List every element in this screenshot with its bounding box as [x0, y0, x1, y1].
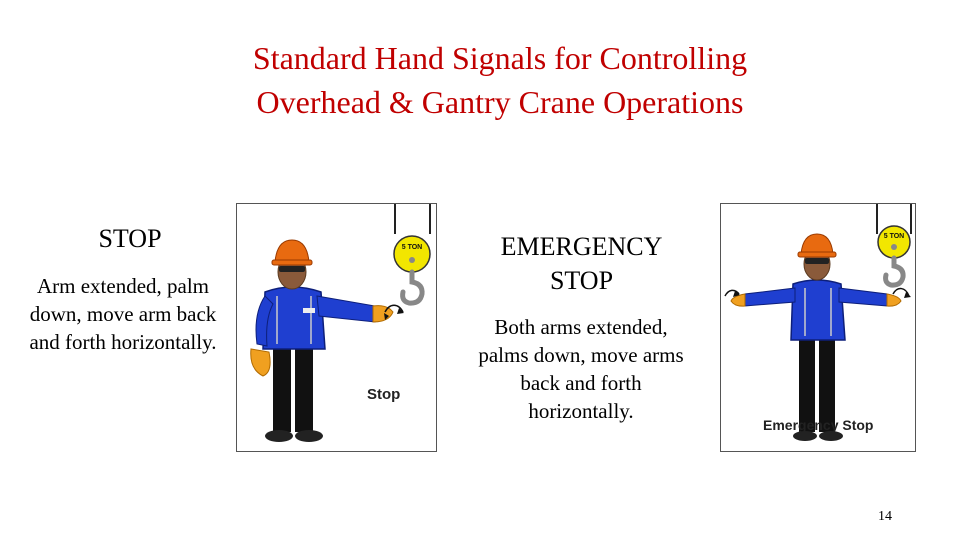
hardhat-icon [798, 234, 836, 257]
slide-title: Standard Hand Signals for Controlling Overhead & Gantry Crane Operations [252, 40, 748, 120]
stop-illustration [236, 203, 437, 452]
stop-description: Arm extended, palm down, move arm back and forth horizontally. [29, 274, 217, 354]
crane-hook-icon [394, 204, 430, 303]
page-number: 14 [878, 509, 892, 524]
stop-caption: Stop [367, 386, 401, 403]
emergency-stop-description: Both arms extended, palms down, move arms back and forth horizontally. [478, 315, 684, 423]
stop-heading: STOP [98, 224, 162, 253]
hardhat-icon [272, 240, 312, 265]
emergency-stop-illustration [720, 203, 916, 452]
hook-label: 5 TON [883, 233, 905, 240]
emergency-stop-heading: EMERGENCY STOP [500, 232, 663, 295]
hook-label: 5 TON [401, 244, 423, 251]
crane-hook-icon [877, 204, 911, 285]
emergency-stop-caption: Emergency Stop [763, 417, 874, 433]
